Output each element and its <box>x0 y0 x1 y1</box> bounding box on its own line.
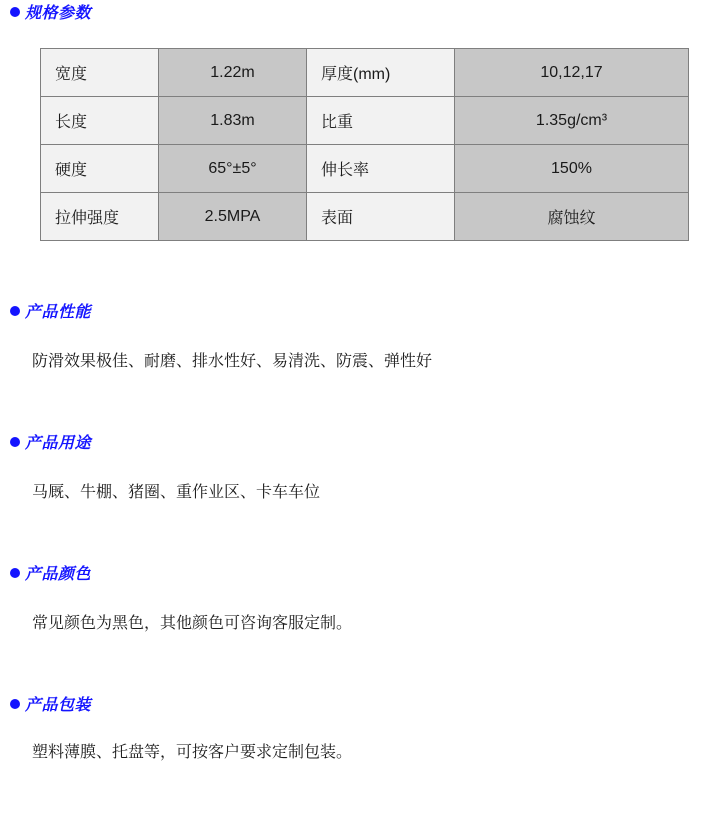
product-packaging-text: 塑料薄膜、托盘等，可按客户要求定制包装。 <box>32 744 353 761</box>
spec-label: 比重 <box>307 97 455 145</box>
spec-value: 腐蚀纹 <box>455 193 689 241</box>
product-usage-heading <box>10 430 708 453</box>
table-row <box>41 97 689 145</box>
spec-label: 宽度 <box>41 49 159 97</box>
spec-value: 150% <box>455 145 689 193</box>
heading-label: 产品包装 <box>25 697 92 714</box>
spec-value: 1.22m <box>159 49 307 97</box>
spec-label: 拉伸强度 <box>41 193 159 241</box>
spec-table-wrapper <box>40 48 708 241</box>
spec-value: 1.83m <box>159 97 307 145</box>
bullet-icon <box>10 437 20 447</box>
product-performance-heading <box>10 299 708 322</box>
section-product-packaging <box>0 692 708 765</box>
spec-value: 2.5MPA <box>159 193 307 241</box>
product-color-heading <box>10 561 708 584</box>
bullet-icon <box>10 306 20 316</box>
bullet-icon <box>10 7 20 17</box>
product-color-text: 常见颜色为黑色，其他颜色可咨询客服定制。 <box>32 615 353 632</box>
section-spec-parameters <box>0 0 708 241</box>
heading-label: 产品用途 <box>25 435 92 452</box>
spec-table <box>40 48 689 241</box>
spec-label: 厚度(mm) <box>307 49 455 97</box>
spec-value: 1.35g/cm³ <box>455 97 689 145</box>
bullet-icon <box>10 568 20 578</box>
table-row <box>41 193 689 241</box>
spec-value: 10,12,17 <box>455 49 689 97</box>
product-packaging-heading <box>10 692 708 715</box>
spec-label: 伸长率 <box>307 145 455 193</box>
spec-label: 长度 <box>41 97 159 145</box>
section-product-usage <box>0 430 708 505</box>
spec-parameters-heading <box>10 0 708 23</box>
bullet-icon <box>10 699 20 709</box>
spec-value: 65°±5° <box>159 145 307 193</box>
product-performance-text: 防滑效果极佳、耐磨、排水性好、易清洗、防震、弹性好 <box>32 353 433 370</box>
section-product-color <box>0 561 708 636</box>
table-row <box>41 145 689 193</box>
heading-label: 产品性能 <box>25 304 92 321</box>
heading-label: 产品颜色 <box>25 566 92 583</box>
spec-label: 硬度 <box>41 145 159 193</box>
table-row <box>41 49 689 97</box>
heading-label: 规格参数 <box>25 5 92 22</box>
section-product-performance <box>0 299 708 374</box>
spec-label: 表面 <box>307 193 455 241</box>
product-usage-text: 马厩、牛棚、猪圈、重作业区、卡车车位 <box>32 484 321 501</box>
